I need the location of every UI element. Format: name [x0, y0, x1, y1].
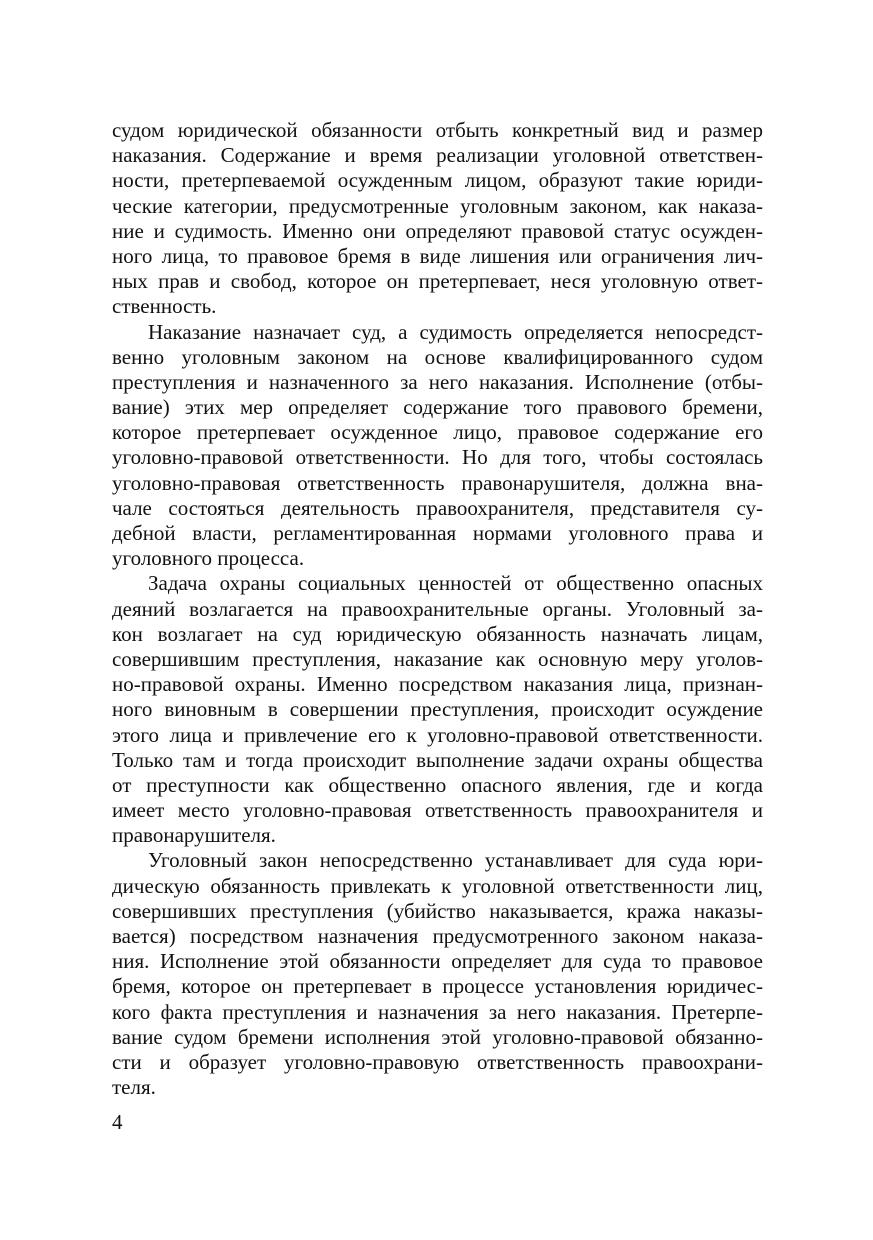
text-line: Задача охраны социальных ценностей от общественно опасных: [148, 571, 763, 596]
page-number: 4: [112, 1110, 123, 1134]
text-line: ности, претерпеваемой осужденным лицом, образуют такие юриди-: [112, 168, 763, 193]
text-line: Наказание назначает суд, а судимость определяется непосредст-: [148, 319, 763, 344]
text-line: ного лица, то правовое бремя в виде лишения или ограничения лич-: [112, 243, 763, 268]
text-line: ных прав и свобод, которое он претерпевает, неся уголовную ответ-: [112, 269, 763, 294]
page-body: [112, 118, 763, 1100]
text-line: совершивших преступления (убийство наказывается, кража наказы-: [112, 898, 763, 923]
text-line: от преступности как общественно опасного явления, где и когда: [112, 772, 763, 797]
text-line: деяний возлагается на правоохранительные органы. Уголовный за-: [112, 596, 763, 621]
text-line: ние и судимость. Именно они определяют правовой статус осужден-: [112, 218, 763, 243]
text-line: ственность.: [112, 294, 217, 319]
paragraph-1: [112, 118, 763, 320]
text-line: преступления и назначенного за него наказания. Исполнение (отбы-: [112, 369, 763, 394]
text-line: ческие категории, предусмотренные уголовным законом, как наказа-: [112, 193, 763, 218]
text-line: кон возлагает на суд юридическую обязанность назначать лицам,: [112, 621, 763, 646]
paragraph-3: [112, 571, 763, 848]
text-line: вание) этих мер определяет содержание того правового бремени,: [112, 395, 763, 420]
paragraph-2: [112, 320, 763, 572]
text-line: уголовного процесса.: [112, 546, 305, 571]
text-line: уголовно-правовой ответственности. Но для того, чтобы состоялась: [112, 445, 763, 470]
text-line: имеет место уголовно-правовая ответственность правоохранителя и: [112, 798, 763, 823]
text-line: этого лица и привлечение его к уголовно-правовой ответственности.: [112, 722, 763, 747]
text-line: бремя, которое он претерпевает в процессе установления юридичес-: [112, 974, 763, 999]
text-line: судом юридической обязанности отбыть конкретный вид и размер: [112, 118, 763, 142]
text-line: наказания. Содержание и время реализации уголовной ответствен-: [112, 143, 763, 168]
text-line: которое претерпевает осужденное лицо, правовое содержание его: [112, 420, 763, 445]
text-line: дебной власти, регламентированная нормами уголовного права и: [112, 521, 763, 545]
text-line: Только там и тогда происходит выполнение задачи охраны общества: [112, 747, 763, 772]
text-line: дическую обязанность привлекать к уголовной ответственности лиц,: [112, 873, 763, 898]
text-line: чале состояться деятельность правоохранителя, представителя су-: [112, 495, 763, 520]
text-line: венно уголовным законом на основе квалифицированного судом: [112, 344, 763, 369]
text-line: ного виновным в совершении преступления, происходит осуждение: [112, 697, 763, 722]
text-line: кого факта преступления и назначения за него наказания. Претерпе-: [112, 999, 763, 1024]
paragraph-4: [112, 848, 763, 1100]
text-line: но-правовой охраны. Именно посредством наказания лица, признан-: [112, 672, 763, 697]
text-line: правонарушителя.: [112, 823, 276, 848]
text-line: ния. Исполнение этой обязанности определяет для суда то правовое: [112, 949, 763, 974]
text-line: Уголовный закон непосредственно устанавливает для суда юри-: [148, 848, 763, 873]
text-line: вание судом бремени исполнения этой уголовно-правовой обязанно-: [112, 1024, 763, 1049]
text-line: уголовно-правовая ответственность правонарушителя, должна вна-: [112, 470, 763, 495]
text-line: совершившим преступления, наказание как основную меру уголов-: [112, 646, 763, 671]
text-line: теля.: [112, 1075, 156, 1100]
text-line: вается) посредством назначения предусмотренного законом наказа-: [112, 924, 763, 948]
text-line: сти и образует уголовно-правовую ответственность правоохрани-: [112, 1049, 763, 1074]
